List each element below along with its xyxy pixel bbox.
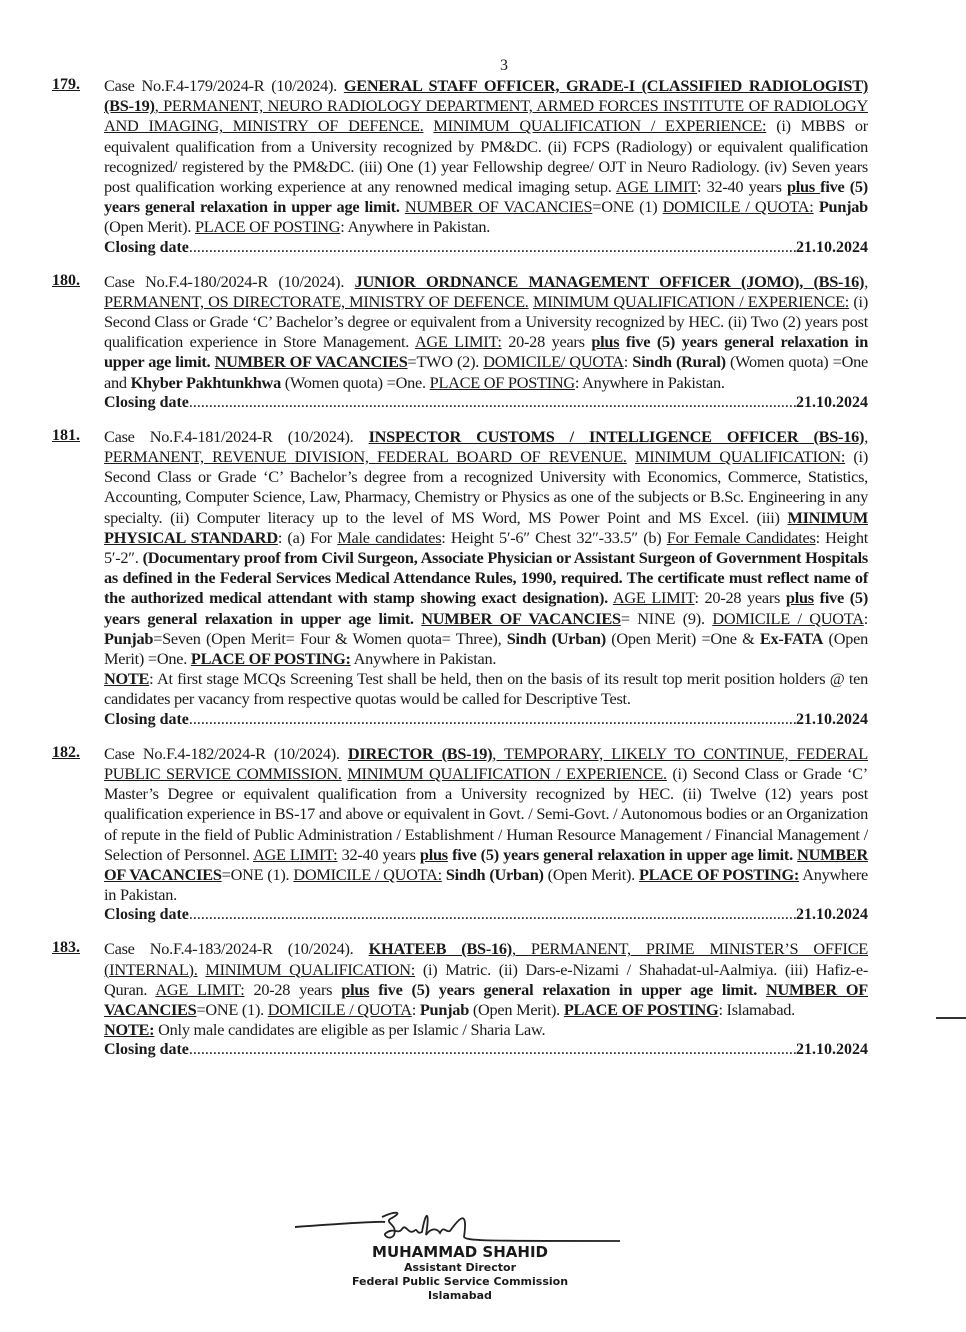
text-run: (i) Second Class or Grade ‘C’ Bachelor’s degree or equivalent from a University recognized by HEC. (ii) Two (2) years post qualification experience in Store Management. [104, 291, 868, 352]
text-run: Anywhere in Pakistan. [104, 864, 869, 905]
text-run: = NINE (9). [620, 608, 713, 628]
text-run: plus [419, 844, 448, 864]
text-run: (i) Matric. (ii) Dars-e-Nizami / Shahadat-ul-Aalmiya. (iii) Hafiz-e-Quran. [104, 959, 868, 999]
text-run: , PERMANENT, OS DIRECTORATE, MINISTRY OF DEFENCE. [104, 271, 869, 311]
text-run: MINIMUM PHYSICAL STANDARD [104, 507, 868, 547]
leader-dots [189, 710, 796, 730]
text-run: AGE LIMIT: [414, 332, 502, 352]
text-run: (Documentary proof from Civil Surgeon, Associate Physician or Assistant Surgeon of Government Hospitals as defined in the Federal Services Medical Attendance Rules, 1990, required. The certificate must reflect name of the authorized medical attendant with stamp showing exact designation). [104, 548, 868, 608]
closing-date-line [104, 238, 868, 258]
leader-dots [189, 393, 796, 413]
text-run: DOMICILE/ QUOTA [483, 352, 624, 372]
text-run: MINIMUM QUALIFICATION / EXPERIENCE: [433, 116, 767, 136]
text-run: five (5) years general relaxation in upper age limit. [104, 588, 868, 628]
text-run: DOMICILE / QUOTA [712, 608, 864, 628]
case-number: 180. [52, 271, 80, 289]
text-run: : Height 5′-6″ Chest 32″-33.5″ (b) [441, 527, 667, 547]
closing-date-line [104, 1040, 868, 1060]
text-run: KHATEEB (BS-16) [368, 939, 512, 959]
text-run: PLACE OF POSTING [429, 372, 575, 392]
text-run: five (5) years general relaxation in upper age limit. [369, 979, 767, 999]
case-paragraph [104, 76, 868, 238]
text-run: Only male candidates are eligible as per Islamic / Sharia Law. [154, 1020, 546, 1040]
text-run: Sindh (Urban) [506, 628, 606, 648]
text-run: : Anywhere in Pakistan. [574, 372, 725, 392]
text-run: (Open Merit). [469, 999, 564, 1019]
text-run: PLACE OF POSTING: [190, 649, 351, 669]
closing-date-line [104, 393, 868, 413]
closing-date-line [104, 905, 868, 925]
text-run: (i) MBBS or equivalent qualification from a University recognized by PM&DC. (ii) FCPS (Radiology) or equivalent qualification recognized/ registered by the PM&DC. (iii) One (1) year Fellowship degree/ OJT in Neuro Radiology. (iv) Seven years post qualification working experience at any renowned medical imaging setup. [104, 116, 868, 197]
case-paragraph [104, 427, 868, 669]
text-run [627, 447, 635, 466]
case-number: 182. [52, 743, 80, 761]
case-paragraph [104, 669, 868, 709]
leader-dots [189, 238, 796, 258]
text-run: , PERMANENT, PRIME MINISTER’S OFFICE (INTERNAL). [104, 939, 868, 979]
text-run: DOMICILE / QUOTA [267, 999, 412, 1019]
text-run: AGE LIMIT: [252, 844, 338, 864]
text-run: Case No.F.4-182/2024-R (10/2024). [104, 743, 348, 763]
text-run: AGE LIMIT [615, 177, 698, 197]
case-list [52, 76, 868, 1074]
text-run: PLACE OF POSTING [195, 217, 341, 237]
text-run: MINIMUM QUALIFICATION: [205, 959, 416, 979]
scan-edge-mark [936, 1017, 966, 1019]
case-number: 179. [52, 76, 80, 93]
closing-date: 21.10.2024 [796, 906, 868, 924]
text-run: (Open Merit). [104, 217, 195, 237]
text-run: Case No.F.4-183/2024-R (10/2024). [104, 939, 369, 959]
text-run: (Open Merit) =One & [605, 628, 760, 648]
text-run: plus [591, 332, 620, 352]
signatory-city: Islamabad [428, 1289, 492, 1302]
closing-date: 21.10.2024 [796, 393, 868, 411]
signatory-block [340, 1243, 580, 1303]
text-run: : Height 5′-2″. [104, 527, 868, 568]
text-run: Ex-FATA [759, 628, 824, 648]
closing-label: Closing date [104, 710, 189, 728]
text-run: Anywhere in Pakistan. [350, 649, 497, 669]
text-run: Sindh (Rural) [632, 352, 726, 372]
text-run: : Islamabad. [718, 999, 796, 1019]
text-run: (i) Second Class or Grade ‘C’ Bachelor’s degree from a recognized University with Economics, Commerce, Statistics, Accounting, Computer Science, Law, Pharmacy, Chemistry or Physics as one of the subjects or B.Sc. Engineering in any specialty. (ii) Computer literacy up to the level of MS Word, MS Power Point and MS Excel. (iii) [104, 447, 868, 527]
leader-dots [189, 905, 796, 925]
leader-dots [189, 1040, 796, 1060]
text-run: : 32-40 years [697, 177, 787, 197]
closing-label: Closing date [104, 393, 189, 411]
text-run: (Open Merit). [543, 864, 639, 884]
text-run: INSPECTOR CUSTOMS / INTELLIGENCE OFFICER (BS-16) [368, 426, 865, 446]
text-run: NUMBER OF VACANCIES [214, 352, 408, 372]
text-run: AGE LIMIT: [155, 979, 245, 999]
text-run: five (5) years general relaxation in upper age limit. [447, 844, 798, 864]
text-run: NUMBER OF VACANCIES [421, 608, 621, 628]
signatory-designation: Assistant Director [403, 1261, 517, 1274]
text-run: Punjab [419, 999, 470, 1019]
signatory-name: MUHAMMAD SHAHID [372, 1243, 548, 1261]
text-run: MINIMUM QUALIFICATION: [635, 447, 846, 467]
text-run: Case No.F.4-181/2024-R (10/2024). [104, 426, 369, 446]
text-run: Sindh (Urban) [445, 864, 544, 884]
text-run: GENERAL STAFF OFFICER, GRADE-I (CLASSIFIED RADIOLOGIST) (BS-19) [104, 76, 868, 116]
text-run: , PERMANENT, NEURO RADIOLOGY DEPARTMENT, ARMED FORCES INSTITUTE OF RADIOLOGY AND IMAGING, MINISTRY OF DEFENCE. [104, 96, 868, 136]
text-run: (Women quota) =One and [104, 352, 868, 392]
text-run: DOMICILE / QUOTA: [662, 197, 814, 217]
text-run: NUMBER OF VACANCIES [104, 844, 869, 884]
text-run: MINIMUM QUALIFICATION / EXPERIENCE. [347, 763, 667, 783]
closing-date: 21.10.2024 [796, 238, 868, 256]
text-run: Khyber Pakhtunkhwa [130, 372, 281, 392]
text-run: For Female Candidates [666, 527, 816, 547]
text-run: PLACE OF POSTING [563, 999, 719, 1019]
text-run: =ONE (1). [221, 864, 294, 884]
text-run: NUMBER OF VACANCIES [104, 979, 868, 1019]
case-paragraph [104, 272, 868, 393]
text-run: : 20-28 years [694, 588, 786, 608]
case-number: 181. [52, 426, 80, 444]
case-item [52, 744, 868, 926]
text-run: , PERMANENT, REVENUE DIVISION, FEDERAL BOARD OF REVENUE. [104, 426, 869, 467]
closing-date: 21.10.2024 [796, 1041, 868, 1059]
text-run: : [411, 999, 420, 1019]
text-run: 20-28 years [501, 332, 592, 352]
signatory-organization: Federal Public Service Commission [351, 1275, 569, 1288]
text-run: (i) Second Class or Grade ‘C’ Master’s Degree or equivalent qualification from a University recognized by HEC. (ii) Twelve (12) years post qualification experience in BS-17 and above or equivalent in Govt. / Semi-Govt. / Autonomous bodies or an Organization of repute in the field of Public Administration / Establishment / Human Resource Management / Financial Management / Selection of Personnel. [104, 763, 868, 864]
closing-date: 21.10.2024 [796, 710, 868, 728]
text-run: : Anywhere in Pakistan. [340, 217, 491, 237]
case-item [52, 427, 868, 730]
text-run: Punjab [818, 197, 868, 217]
case-item [52, 76, 868, 258]
case-paragraph [104, 744, 868, 906]
text-run: plus [785, 588, 814, 608]
text-run: 20-28 years [244, 979, 342, 999]
text-run: Case No.F.4-180/2024-R (10/2024). [104, 271, 355, 291]
text-run: : [623, 352, 633, 372]
text-run: Male candidates [337, 527, 442, 547]
text-run: : (a) For [277, 527, 338, 547]
closing-label: Closing date [104, 1041, 189, 1059]
text-run: (Open Merit) =One. [104, 628, 868, 669]
closing-date-line [104, 710, 868, 730]
case-paragraph [104, 939, 868, 1020]
text-run: AGE LIMIT [612, 588, 695, 608]
text-run: =ONE (1). [196, 999, 268, 1019]
text-run: DOMICILE / QUOTA: [293, 864, 442, 884]
text-run: five (5) years general relaxation in upper age limit. [104, 177, 868, 217]
text-run: =TWO (2). [407, 352, 484, 372]
text-run: five (5) years general relaxation in upper age limit. [104, 332, 869, 372]
text-run: NOTE: [104, 1020, 155, 1040]
text-run: 32-40 years [337, 844, 420, 864]
text-run: plus [786, 177, 821, 197]
text-run: (Women quota) =One. [280, 372, 430, 392]
text-run: NUMBER OF VACANCIES [404, 197, 593, 217]
text-run: NOTE [104, 669, 150, 689]
text-run: JUNIOR ORDNANCE MANAGEMENT OFFICER (JOMO), (BS-16) [354, 271, 865, 291]
text-run: =Seven (Open Merit= Four & Women quota= Three), [153, 628, 507, 648]
closing-label: Closing date [104, 906, 189, 924]
text-run: DIRECTOR (BS-19) [347, 743, 493, 763]
text-run: Punjab [104, 628, 154, 648]
text-run: MINIMUM QUALIFICATION / EXPERIENCE: [532, 291, 850, 311]
text-run: , TEMPORARY, LIKELY TO CONTINUE, FEDERAL PUBLIC SERVICE COMMISSION. [104, 743, 868, 783]
closing-label: Closing date [104, 238, 189, 256]
text-run: =ONE (1) [592, 197, 663, 217]
case-item [52, 939, 868, 1060]
text-run: : At first stage MCQs Screening Test shall be held, then on the basis of its result top merit position holders @ ten candidates per vacancy from respective quotas would be called for Descriptive Test. [104, 669, 868, 709]
text-run [423, 116, 433, 135]
text-run: : [863, 608, 868, 628]
case-paragraph [104, 1020, 868, 1040]
page-number: 3 [500, 57, 508, 74]
text-run: PLACE OF POSTING: [638, 864, 800, 884]
case-item [52, 272, 868, 413]
case-number: 183. [52, 939, 80, 957]
text-run: Case No.F.4-179/2024-R (10/2024). [104, 76, 344, 95]
text-run: plus [341, 979, 370, 999]
